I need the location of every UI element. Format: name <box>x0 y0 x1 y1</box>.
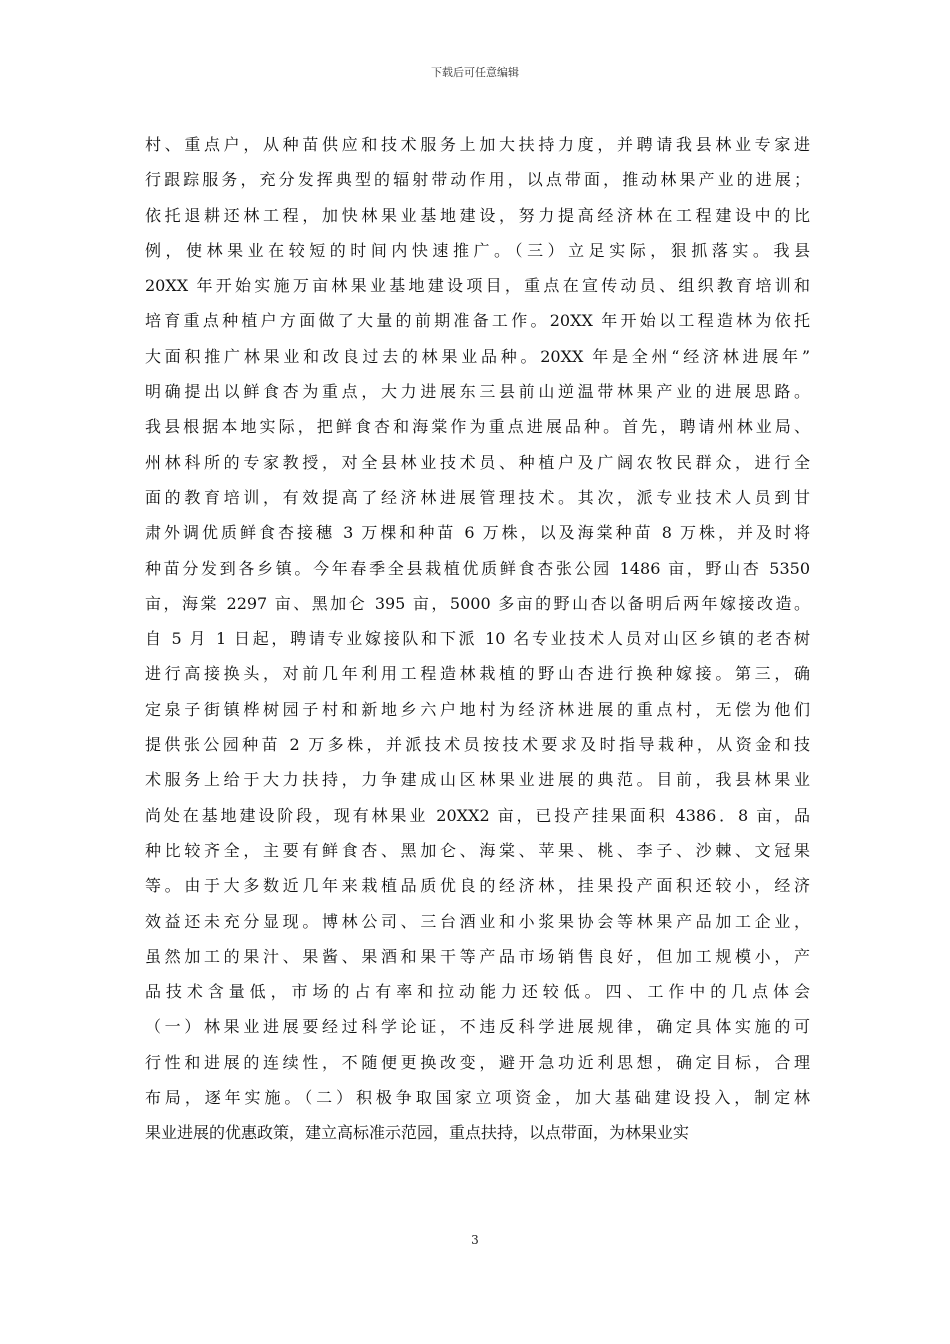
text-line: 定泉子街镇桦树园子村和新地乡六户地村为经济林进展的重点村，无偿为他们 <box>145 699 810 719</box>
page-header: 下载后可任意编辑 <box>431 66 519 79</box>
text-line: 20XX 年开始实施万亩林果业基地建设项目，重点在宣传动员、组织教育培训和 <box>145 276 810 296</box>
document-body <box>145 127 810 1151</box>
text-line: 进行高接换头，对前几年利用工程造林栽植的野山杏进行换种嫁接。第三，确 <box>145 664 810 684</box>
text-line: 大面积推广林果业和改良过去的林果业品种。20XX 年是全州“经济林进展年” <box>145 346 810 366</box>
text-line: 布局，逐年实施。（二）积极争取国家立项资金，加大基础建设投入，制定林 <box>145 1088 810 1108</box>
text-line: 肃外调优质鲜食杏接穗 3 万棵和种苗 6 万株，以及海棠种苗 8 万株，并及时将 <box>145 523 810 543</box>
text-line: （一）林果业进展要经过科学论证，不违反科学进展规律，确定具体实施的可 <box>145 1017 810 1037</box>
text-line: 虽然加工的果汁、果酱、果酒和果干等产品市场销售良好，但加工规模小，产 <box>145 946 810 966</box>
text-line: 明确提出以鲜食杏为重点，大力进展东三县前山逆温带林果产业的进展思路。 <box>145 382 810 402</box>
text-line: 种苗分发到各乡镇。今年春季全县栽植优质鲜食杏张公园 1486 亩，野山杏 5350 <box>145 558 810 578</box>
text-line: 亩，海棠 2297 亩、黑加仑 395 亩，5000 多亩的野山杏以备明后两年嫁接改造。 <box>145 593 810 613</box>
text-line: 面的教育培训，有效提高了经济林进展管理技术。其次，派专业技术人员到甘 <box>145 487 810 507</box>
text-line: 效益还未充分显现。博林公司、三台酒业和小浆果协会等林果产品加工企业， <box>145 911 810 931</box>
text-line: 我县根据本地实际，把鲜食杏和海棠作为重点进展品种。首先，聘请州林业局、 <box>145 417 810 437</box>
text-line: 果业进展的优惠政策，建立高标准示范园，重点扶持，以点带面，为林果业实 <box>145 1123 690 1143</box>
text-line: 培育重点种植户方面做了大量的前期准备工作。20XX 年开始以工程造林为依托 <box>145 311 810 331</box>
text-line: 州林科所的专家教授，对全县林业技术员、种植户及广阔农牧民群众，进行全 <box>145 452 810 472</box>
text-line: 品技术含量低，市场的占有率和拉动能力还较低。四、工作中的几点体会 <box>145 982 810 1002</box>
page-number: 3 <box>471 1233 479 1247</box>
text-line: 行性和进展的连续性，不随便更换改变，避开急功近利思想，确定目标，合理 <box>145 1052 810 1072</box>
text-line: 例，使林果业在较短的时间内快速推广。（三）立足实际，狠抓落实。我县 <box>145 240 810 260</box>
text-line: 尚处在基地建设阶段，现有林果业 20XX2 亩，已投产挂果面积 4386．8 亩，品 <box>145 805 810 825</box>
text-line: 依托退耕还林工程，加快林果业基地建设，努力提高经济林在工程建设中的比 <box>145 205 810 225</box>
text-line: 术服务上给于大力扶持，力争建成山区林果业进展的典范。目前，我县林果业 <box>145 770 810 790</box>
text-line: 种比较齐全，主要有鲜食杏、黑加仑、海棠、苹果、桃、李子、沙棘、文冠果 <box>145 840 810 860</box>
text-line: 提供张公园种苗 2 万多株，并派技术员按技术要求及时指导栽种，从资金和技 <box>145 735 810 755</box>
text-line: 行跟踪服务，充分发挥典型的辐射带动作用，以点带面，推动林果产业的进展； <box>145 170 810 190</box>
text-line: 等。由于大多数近几年来栽植品质优良的经济林，挂果投产面积还较小，经济 <box>145 876 810 896</box>
text-line: 村、重点户，从种苗供应和技术服务上加大扶持力度，并聘请我县林业专家进 <box>145 135 810 154</box>
text-line: 自 5 月 1 日起，聘请专业嫁接队和下派 10 名专业技术人员对山区乡镇的老杏树 <box>145 629 810 649</box>
